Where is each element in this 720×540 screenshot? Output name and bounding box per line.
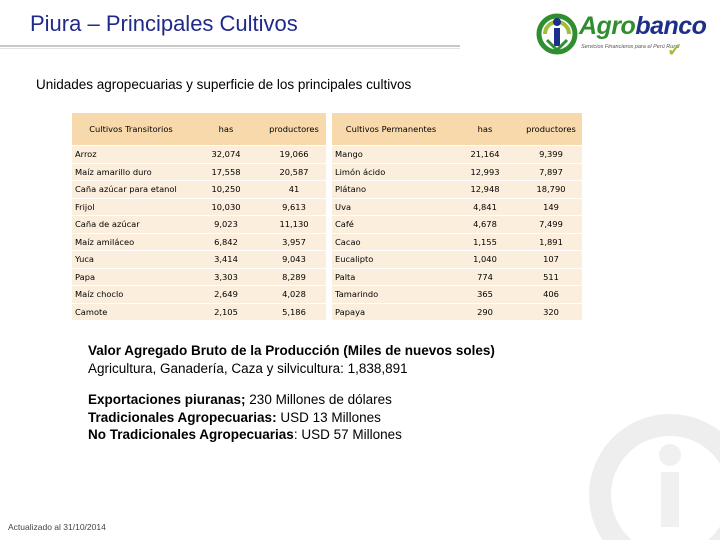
table-row: [72, 146, 582, 164]
agrobanco-emblem-icon: [535, 10, 579, 58]
crop-permanente-productores: 107: [520, 251, 582, 269]
last-updated-note: Actualizado al 31/10/2014: [8, 522, 106, 532]
logo-wordmark: [579, 12, 706, 41]
crop-permanente-has: 290: [450, 303, 520, 321]
crop-permanente-name: Uva: [332, 198, 450, 216]
crop-permanente-has: 21,164: [450, 146, 520, 164]
crop-transitorio-productores: 4,028: [262, 286, 326, 304]
crop-transitorio-has: 2,105: [190, 303, 262, 321]
crop-permanente-name: Eucalipto: [332, 251, 450, 269]
table-row: [72, 251, 582, 269]
crop-transitorio-productores: 8,289: [262, 268, 326, 286]
value-added-block: [88, 342, 495, 378]
crop-permanente-has: 4,678: [450, 216, 520, 234]
crop-permanente-productores: 9,399: [520, 146, 582, 164]
crop-transitorio-has: 9,023: [190, 216, 262, 234]
watermark-emblem-icon: [575, 400, 720, 540]
crop-transitorio-has: 17,558: [190, 163, 262, 181]
crop-permanente-has: 774: [450, 268, 520, 286]
table-row: [72, 216, 582, 234]
exports-nontraditional-label: No Tradicionales Agropecuarias: [88, 427, 294, 442]
crop-permanente-productores: 7,897: [520, 163, 582, 181]
table-row: [72, 268, 582, 286]
exports-total-label: Exportaciones piuranas;: [88, 392, 246, 407]
logo-wordmark-banco: banco: [635, 12, 707, 40]
agrobanco-logo: [535, 8, 715, 62]
crop-permanente-productores: 1,891: [520, 233, 582, 251]
crop-transitorio-productores: 5,186: [262, 303, 326, 321]
logo-tagline: Servicios Financieros para el Perú Rural: [581, 44, 680, 50]
exports-traditional-value: USD 13 Millones: [276, 409, 381, 425]
crop-permanente-name: Cacao: [332, 233, 450, 251]
table-row: [72, 286, 582, 304]
crop-transitorio-has: 3,303: [190, 268, 262, 286]
crop-transitorio-name: Yuca: [72, 251, 190, 269]
crop-transitorio-productores: 20,587: [262, 163, 326, 181]
exports-traditional-line: [88, 409, 402, 427]
crop-permanente-has: 1,040: [450, 251, 520, 269]
crop-transitorio-name: Maíz amarillo duro: [72, 163, 190, 181]
crop-permanente-productores: 18,790: [520, 181, 582, 199]
crop-permanente-name: Limón ácido: [332, 163, 450, 181]
logo-wordmark-agro: Agro: [579, 12, 636, 40]
crop-permanente-has: 365: [450, 286, 520, 304]
col-header-has: has: [450, 113, 520, 146]
crop-permanente-productores: 320: [520, 303, 582, 321]
col-header-productores: productores: [262, 113, 326, 146]
crop-transitorio-name: Arroz: [72, 146, 190, 164]
col-header-transitorios: Cultivos Transitorios: [72, 113, 190, 146]
crop-transitorio-name: Camote: [72, 303, 190, 321]
crop-transitorio-productores: 3,957: [262, 233, 326, 251]
exports-nontraditional-line: [88, 426, 402, 444]
col-header-productores: productores: [520, 113, 582, 146]
crop-transitorio-name: Caña azúcar para etanol: [72, 181, 190, 199]
crop-transitorio-has: 6,842: [190, 233, 262, 251]
table-row: [72, 198, 582, 216]
crop-permanente-has: 4,841: [450, 198, 520, 216]
crop-transitorio-has: 10,250: [190, 181, 262, 199]
crop-transitorio-name: Maíz choclo: [72, 286, 190, 304]
crop-transitorio-name: Maíz amiláceo: [72, 233, 190, 251]
crop-permanente-has: 12,993: [450, 163, 520, 181]
crop-transitorio-productores: 19,066: [262, 146, 326, 164]
table-row: [72, 303, 582, 321]
crop-permanente-name: Café: [332, 216, 450, 234]
value-added-line: Agricultura, Ganadería, Caza y silvicultura: 1,838,891: [88, 361, 408, 376]
table-row: [72, 233, 582, 251]
table-row: [72, 163, 582, 181]
exports-block: [88, 391, 402, 444]
page-title: Piura – Principales Cultivos: [30, 11, 298, 36]
col-header-has: has: [190, 113, 262, 146]
crop-transitorio-productores: 11,130: [262, 216, 326, 234]
crop-transitorio-productores: 9,043: [262, 251, 326, 269]
crop-permanente-name: Plátano: [332, 181, 450, 199]
exports-nontraditional-value: : USD 57 Millones: [293, 427, 402, 442]
crop-transitorio-has: 10,030: [190, 198, 262, 216]
crop-permanente-productores: 149: [520, 198, 582, 216]
crop-permanente-productores: 7,499: [520, 216, 582, 234]
crop-transitorio-has: 2,649: [190, 286, 262, 304]
crop-permanente-name: Tamarindo: [332, 286, 450, 304]
value-added-heading: Valor Agregado Bruto de la Producción (Miles de nuevos soles): [88, 343, 495, 358]
table-row: [72, 181, 582, 199]
crops-table: [72, 113, 582, 321]
table-header-row: [72, 113, 582, 146]
crop-transitorio-has: 32,074: [190, 146, 262, 164]
crop-permanente-name: Palta: [332, 268, 450, 286]
col-header-permanentes: Cultivos Permanentes: [332, 113, 450, 146]
crop-permanente-name: Papaya: [332, 303, 450, 321]
crop-permanente-has: 1,155: [450, 233, 520, 251]
exports-total-value: 230 Millones de dólares: [245, 392, 392, 407]
exports-traditional-label: Tradicionales Agropecuarias:: [88, 409, 277, 425]
title-divider: [0, 45, 460, 47]
crop-transitorio-productores: 41: [262, 181, 326, 199]
crop-permanente-name: Mango: [332, 146, 450, 164]
exports-total-line: [88, 391, 402, 409]
crop-permanente-has: 12,948: [450, 181, 520, 199]
section-subtitle: Unidades agropecuarias y superficie de los principales cultivos: [36, 77, 412, 92]
crop-permanente-productores: 406: [520, 286, 582, 304]
crop-permanente-productores: 511: [520, 268, 582, 286]
crop-transitorio-has: 3,414: [190, 251, 262, 269]
checkmark-icon: ✓: [667, 40, 683, 60]
title-divider-shadow: [0, 48, 460, 49]
crop-transitorio-productores: 9,613: [262, 198, 326, 216]
crop-transitorio-name: Papa: [72, 268, 190, 286]
crop-transitorio-name: Caña de azúcar: [72, 216, 190, 234]
crop-transitorio-name: Frijol: [72, 198, 190, 216]
